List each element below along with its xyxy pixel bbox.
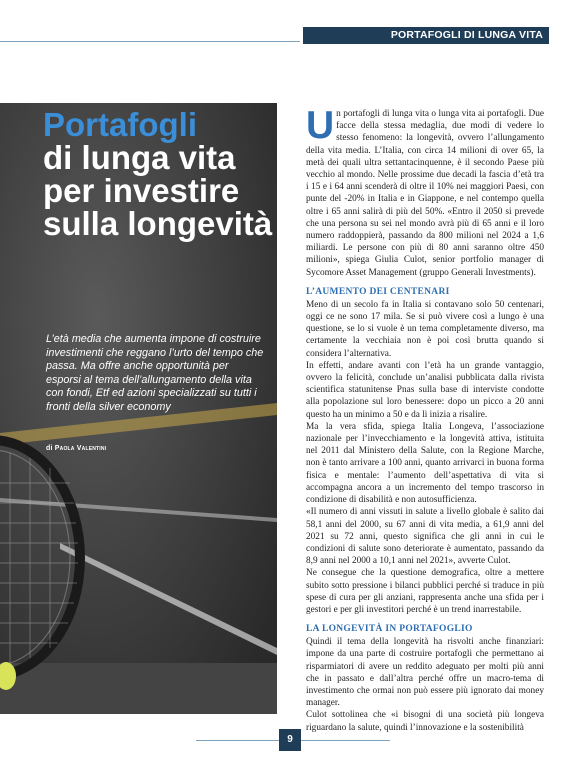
title-highlight: Portafogli xyxy=(43,106,197,143)
section-label: PORTAFOGLI DI LUNGA VITA xyxy=(303,27,549,44)
drop-cap: U xyxy=(306,104,335,147)
paragraph: «Il numero di anni vissuti in salute a livello globale è salito dai 58,1 anni del 2000, su 67 anni di vita media, a 61,9 anni del 2021 su 72 anni, questo significa che gli anni in cui le condizioni di salute sono deteriorate è aumentato, passando da 8,9 anni nel 2000 a 10,1 anni nel 2021», avverte Culot. xyxy=(306,507,544,567)
page-number: 9 xyxy=(279,729,301,751)
paragraph: Meno di un secolo fa in Italia si contavano solo 50 centenari, oggi ce ne sono 17 mila. Se si può vivere così a lungo è una questione, se lo si vuole è un tema completamente diverso, ma certamente la vecchiaia non è poi così brutta quando si considera l’alternativa. xyxy=(306,299,544,359)
paragraph: In effetti, andare avanti con l’età ha un grande vantaggio, ovvero la felicità, conclude un’analisi pubblicata dalla rivista scientifica statunitense Pnas sulla base di interviste condotte alla popolazione sul loro benessere: dopo un picco a 20 anni questo ha un minimo a 50 e da lì inizia a risalire. xyxy=(306,360,544,420)
header-rule xyxy=(0,41,300,42)
standfirst: L’età media che aumenta impone di costruire investimenti che reggano l’urto del tempo che passa. Ma offre anche opportunità per esporsi al tema dell’allungamento della vita con fondi, Etf ed azioni specializzati su tutti i fronti della silver economy xyxy=(46,333,264,413)
byline-prefix: di xyxy=(46,445,53,452)
paragraph: Ma la vera sfida, spiega Italia Longeva, l’associazione nazionale per l’invecchiamento e la longevità attiva, istituita nel 2011 dal Ministero della Salute, con la Regione Marche, non è tanto arrivare a 100 anni, quanto arrivarci in buona forma fisica e mentale: l’aumento dell’aspettativa di vita si accompagna ancora a un incremento del tempo trascorso in condizione di disabilità e non autosufficienza. xyxy=(306,421,544,506)
title-rest: di lunga vita per investire sulla longevità xyxy=(43,139,273,242)
byline-author: Paola Valentini xyxy=(54,445,107,452)
article-title xyxy=(43,108,275,240)
intro-paragraph xyxy=(306,104,544,279)
byline xyxy=(46,445,106,452)
paragraph: Culot sottolinea che «i bisogni di una società più longeva riguardano la salute, quindi l’innovazione e la sostenibilità xyxy=(306,710,544,733)
subhead-centenari: L’AUMENTO DEI CENTENARI xyxy=(306,286,450,297)
intro-text: n portafogli di lunga vita o lunga vita ai portafogli. Due facce della stessa medaglia, due modi di vedere lo stesso fenomeno: la longevità, ovvero l’allungamento della vita media. L’Italia, con circa 14 milioni di over 65, la metà dei quali ultra settantacinquenne, è il secondo Paese più vecchio al mondo. Nelle prossime due decadi la fascia d’età tra i 15 e i 64 anni scenderà di oltre il 10% nei maggiori Paesi, con punte del -20% in Italia e in Giappone, e nel contempo quella oltre i 65 anni salirà di più del 50%. «Entro il 2050 si prevede che una persona su sei nel mondo avrà più di 65 anni e il loro numero raddoppierà, passando da 800 milioni nel 2024 a 1,6 miliardi. Le persone con più di 80 anni saranno oltre 450 milioni», spiega Giulia Culot, senior portfolio manager di Sycomore Asset Management (gruppo Generali Investments). xyxy=(306,109,544,278)
paragraph: Quindi il tema della longevità ha risvolti anche finanziari: impone da una parte di costruire portafogli che permettano ai risparmiatori di avere un reddito adeguato per molti più anni che in passato e dall’altra perché offre un macro-tema di investimento che ormai non può essere più ignorato dai money manager. xyxy=(306,637,544,709)
subhead-portafoglio: LA LONGEVITÀ IN PORTAFOGLIO xyxy=(306,624,473,635)
paragraph: Ne consegue che la questione demografica, oltre a mettere subito sotto pressione i bilanci pubblici perché si traduce in più spese di cura per gli anziani, rappresenta anche una sfida per i gestori e per gli investitori perché è un trend inarrestabile. xyxy=(306,568,544,615)
article-body xyxy=(306,104,544,734)
